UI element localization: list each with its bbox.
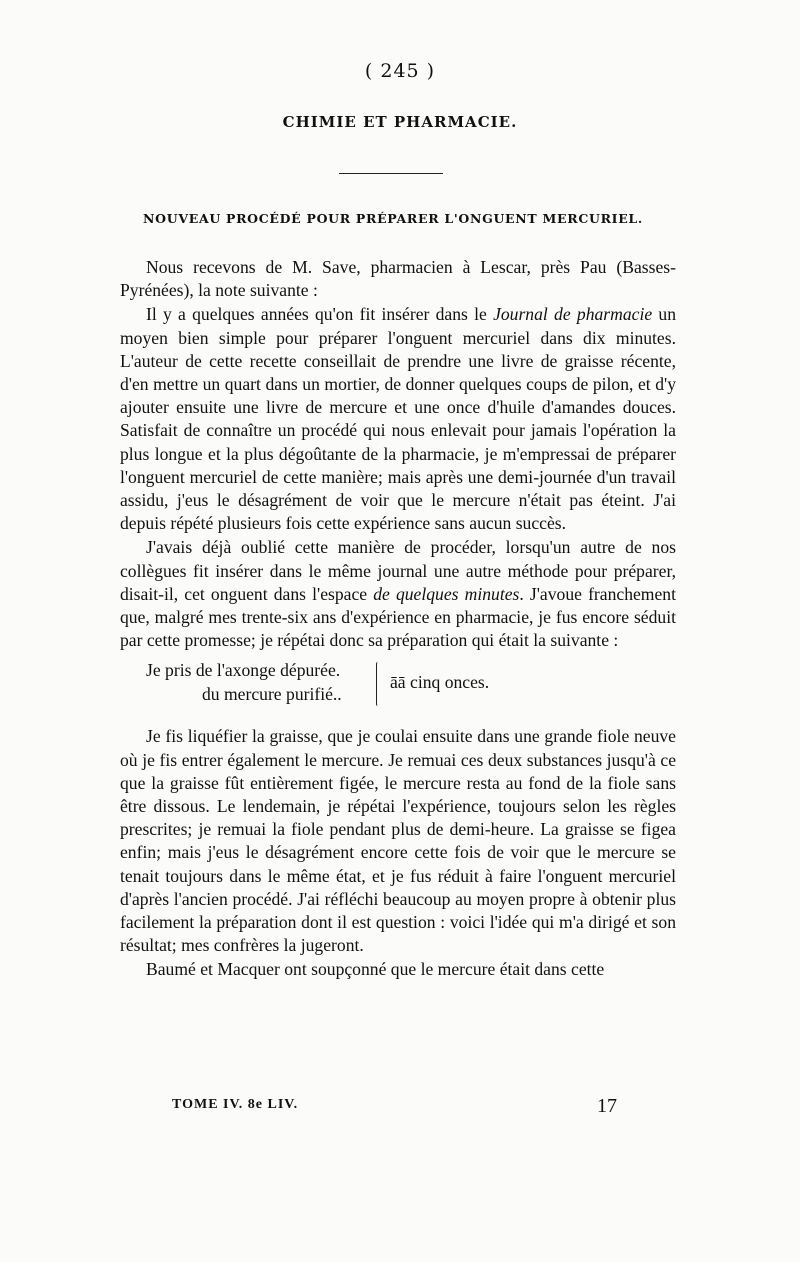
- paragraph-2: Il y a quelques années qu'on fit insérer dans le Journal de pharmacie un moyen bien simple pour préparer l'onguent mercuriel dans dix minutes. L'auteur de cette recette conseillait de prendre une livre de graisse récente, d'en mettre un quart dans un mortier, de donner quelques coups de pilon, et d'y ajouter ensuite une livre de mercure et une once d'huile d'amandes douces. Satisfait de connaître un procédé qui nous enlevait pour jamais l'opération la plus longue et la plus dégoûtante de la pharmacie, je m'empressai de préparer l'onguent mercuriel de cette manière; mais après une demi-journée d'un travail assidu, j'eus le désagrément de voir que le mercure n'était pas éteint. J'ai depuis répété plusieurs fois cette expérience sans aucun succès.: [120, 304, 676, 534]
- article-title: NOUVEAU PROCÉDÉ POUR PRÉPARER L'ONGUENT MERCURIEL.: [143, 211, 643, 226]
- page-number: ( 245 ): [364, 60, 436, 82]
- paragraph-3: J'avais déjà oublié cette manière de procéder, lorsqu'un autre de nos collègues fit insérer dans le même journal une autre méthode pour préparer, disait-il, cet onguent dans l'espace de quelques minutes. J'avoue franchement que, malgré mes trente-six ans d'expérience en pharmacie, je fus encore séduit par cette promesse; je répétai donc sa préparation qui était la suivante :: [120, 537, 676, 651]
- recipe-brace: [376, 662, 381, 706]
- recipe-block: [120, 659, 676, 713]
- title-divider: [339, 173, 443, 174]
- emphasis-phrase: de quelques minutes: [373, 583, 520, 604]
- recipe-quantity: āā cinq onces.: [390, 672, 490, 693]
- article-body: [120, 256, 676, 982]
- journal-title: Journal de pharmacie: [493, 304, 653, 325]
- recipe-line-2: du mercure purifié..: [202, 684, 342, 705]
- paragraph-5: Baumé et Macquer ont soupçonné que le mercure était dans cette: [146, 959, 605, 980]
- paragraph-1: Nous recevons de M. Save, pharmacien à Lescar, près Pau (Basses-Pyrénées), la note suivante :: [120, 257, 676, 301]
- section-title: CHIMIE ET PHARMACIE.: [282, 113, 518, 131]
- recipe-line-1: Je pris de l'axonge dépurée.: [146, 660, 341, 681]
- paragraph-4: Je fis liquéfier la graisse, que je coulai ensuite dans une grande fiole neuve où je fis entrer également le mercure. Je remuai ces deux substances jusqu'à ce que la graisse fût entièrement figée, le mercure resta au fond de la fiole sans être dissous. Le lendemain, je répétai l'expérience, toujours selon les règles prescrites; je remuai la fiole pendant plus de demi-heure. La graisse se figea enfin; mais j'eus le désagrément encore cette fois de voir que le mercure se tenait toujours dans le même état, et je fus réduit à faire l'onguent mercuriel d'après l'ancien procédé. J'ai réfléchi beaucoup au moyen propre à obtenir plus facilement la préparation dont il est question : voici l'idée qui m'a dirigé et son résultat; mes confrères la jugeront.: [120, 726, 676, 956]
- footer-volume: TOME IV. 8e LIV.: [172, 1097, 299, 1112]
- footer-signature: 17: [597, 1095, 617, 1117]
